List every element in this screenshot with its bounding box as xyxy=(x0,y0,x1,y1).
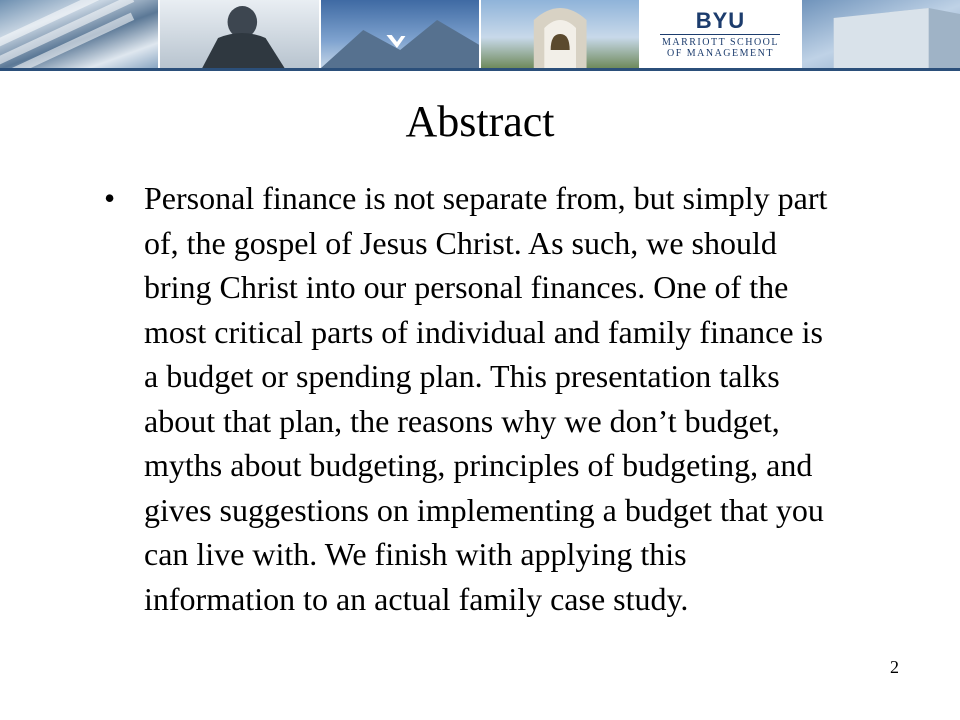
logo-line-2: OF MANAGEMENT xyxy=(666,47,774,59)
byu-marriott-logo xyxy=(641,0,801,68)
banner-photo-building xyxy=(0,0,160,68)
bullet-item xyxy=(104,176,844,621)
banner-photo-campus xyxy=(802,0,960,68)
banner-photo-bell-tower xyxy=(481,0,641,68)
bullet-list xyxy=(104,176,844,621)
bell-tower-image xyxy=(481,0,639,68)
statue-image xyxy=(160,0,318,68)
mountain-y-image xyxy=(321,0,479,68)
logo-divider xyxy=(660,34,780,35)
banner-photo-statue xyxy=(160,0,320,68)
slide-title: Abstract xyxy=(405,97,555,146)
bullet-text: Personal finance is not separate from, but simply part of, the gospel of Jesus Christ. As such, we should bring Christ into our personal finances. One of the most critical parts of individual and family finance is a budget or spending plan. This presentation talks about that plan, the reasons why we don’t budget, myths about budgeting, principles of budgeting, and gives suggestions on implementing a budget that you can live with. We finish with applying this information to an actual family case study. xyxy=(144,180,828,617)
header-banner xyxy=(0,0,960,68)
campus-image xyxy=(802,0,960,68)
banner-photo-mountain-y xyxy=(321,0,481,68)
bullet-glyph: • xyxy=(104,180,116,216)
banner-rule xyxy=(0,68,960,71)
logo-main-text: BYU xyxy=(695,7,746,33)
logo-line-1: MARRIOTT SCHOOL xyxy=(661,36,779,48)
page-number: 2 xyxy=(890,657,899,677)
